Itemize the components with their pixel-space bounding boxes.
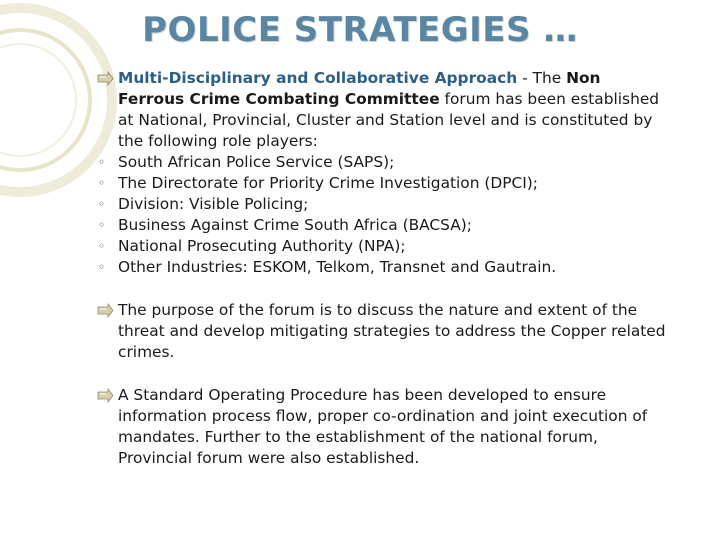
list-item-text: National Prosecuting Authority (NPA); (118, 237, 406, 255)
list-item (96, 215, 668, 236)
hollow-circle-icon: ◦ (98, 218, 106, 232)
page-title: POLICE STRATEGIES … (142, 10, 578, 50)
approach-separator: - The (517, 69, 567, 87)
purpose-text: The purpose of the forum is to discuss the nature and extent of the threat and develop mitigating strategies to address the Copper related crimes. (118, 301, 666, 361)
list-item-text: Other Industries: ESKOM, Telkom, Transnet and Gautrain. (118, 258, 557, 276)
bullet-purpose (96, 300, 668, 363)
arrow-bullet-icon (96, 385, 114, 406)
approach-heading: Multi-Disciplinary and Collaborative Approach (118, 69, 518, 87)
list-item (96, 236, 668, 257)
role-players-list (96, 152, 668, 278)
hollow-circle-icon: ◦ (98, 197, 106, 211)
bullet-sop (96, 385, 668, 469)
bullet-approach (96, 68, 668, 152)
arrow-bullet-icon (96, 300, 114, 321)
list-item-text: Business Against Crime South Africa (BACSA); (118, 216, 472, 234)
content-area (96, 68, 668, 469)
committee-name: Non Ferrous Crime Combating Committee (118, 69, 601, 108)
arrow-bullet-icon (96, 68, 114, 89)
hollow-circle-icon: ◦ (98, 239, 106, 253)
hollow-circle-icon: ◦ (98, 155, 106, 169)
list-item (96, 173, 668, 194)
hollow-circle-icon: ◦ (98, 260, 106, 274)
approach-description: forum has been established at National, Provincial, Cluster and Station level and is constituted by the following role players: (118, 90, 660, 150)
sop-text: A Standard Operating Procedure has been developed to ensure information process flow, proper co-ordination and joint execution of mandates. Further to the establishment of the national forum, Provincial forum were also established. (118, 386, 648, 467)
list-item-text: The Directorate for Priority Crime Investigation (DPCI); (118, 174, 538, 192)
list-item (96, 152, 668, 173)
hollow-circle-icon: ◦ (98, 176, 106, 190)
list-item-text: Division: Visible Policing; (118, 195, 309, 213)
list-item (96, 257, 668, 278)
list-item (96, 194, 668, 215)
list-item-text: South African Police Service (SAPS); (118, 153, 395, 171)
